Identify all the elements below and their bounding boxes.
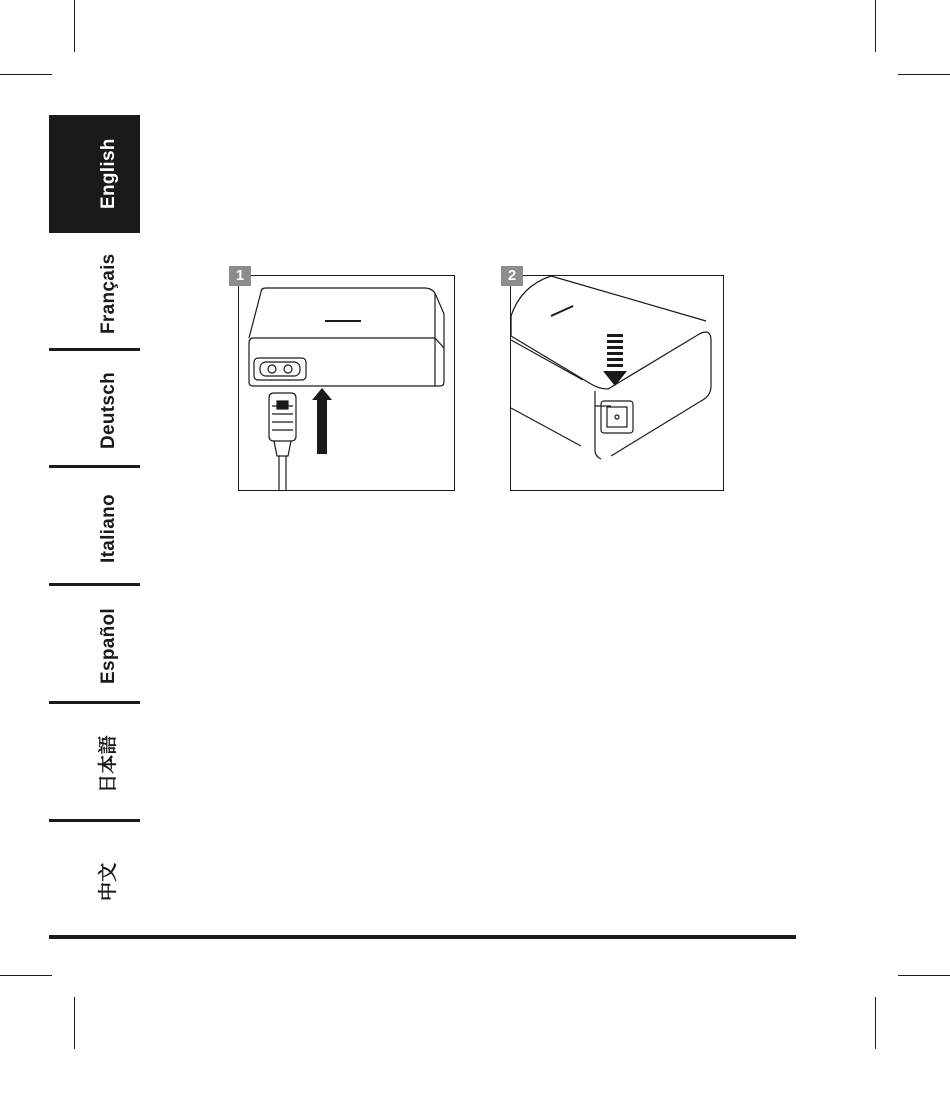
crop-mark-top-left-horizontal <box>0 74 52 75</box>
tab-divider <box>49 819 140 822</box>
figure-step-1-number: 1 <box>229 266 251 286</box>
tab-chinese-label: 中文 <box>98 862 119 901</box>
crop-mark-bottom-left-vertical <box>74 997 75 1049</box>
tab-espanol-label: Español <box>98 607 119 684</box>
tab-francais[interactable] <box>49 233 140 348</box>
tab-deutsch[interactable] <box>49 348 140 466</box>
tab-italiano-label: Italiano <box>98 494 119 563</box>
tab-divider <box>49 583 140 586</box>
tab-divider <box>49 701 140 704</box>
tab-english[interactable] <box>49 115 140 233</box>
crop-mark-bottom-right-vertical <box>875 997 876 1049</box>
tab-francais-label: Français <box>98 253 119 334</box>
crop-mark-top-left-vertical <box>74 0 75 52</box>
bottom-rule <box>49 935 796 939</box>
tab-italiano[interactable] <box>49 465 140 583</box>
tab-deutsch-label: Deutsch <box>98 371 119 449</box>
tab-chinese[interactable] <box>49 819 140 935</box>
tab-espanol[interactable] <box>49 583 140 701</box>
crop-mark-top-right-vertical <box>875 0 876 52</box>
power-cord-insert-icon <box>239 276 454 490</box>
tab-english-label: English <box>98 138 119 209</box>
figure-step-1 <box>235 267 455 491</box>
tab-divider <box>49 348 140 351</box>
tab-japanese-label: 日本語 <box>98 735 119 793</box>
crop-mark-bottom-right-horizontal <box>898 975 950 976</box>
figure-step-2 <box>507 267 724 491</box>
tab-divider <box>49 465 140 468</box>
figure-step-2-number: 2 <box>501 266 523 286</box>
power-switch-press-icon <box>511 276 723 490</box>
crop-mark-top-right-horizontal <box>898 74 950 75</box>
tab-japanese[interactable] <box>49 701 140 819</box>
crop-mark-bottom-left-horizontal <box>0 975 52 976</box>
